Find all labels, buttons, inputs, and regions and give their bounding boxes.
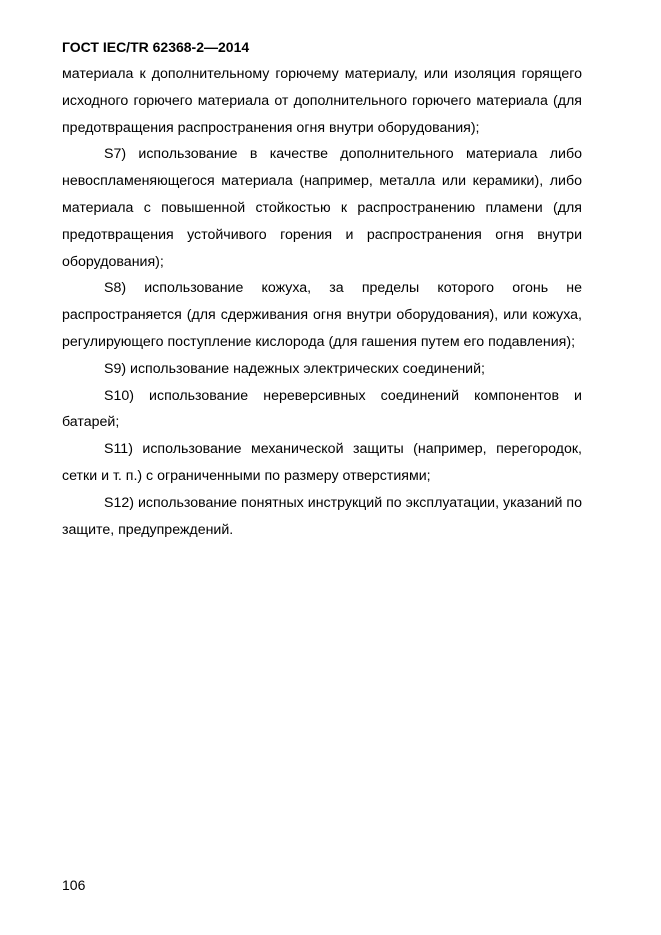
paragraph-s12: S12) использование понятных инструкций по эксплуатации, указаний по защите, предупреждений. [62,494,582,538]
paragraph-s11: S11) использование механической защиты (например, перегородок, сетки и т. п.) с ограниченными по размеру отверстиями; [62,441,582,484]
document-header: ГОСТ IEC/TR 62368-2—2014 [62,39,250,55]
paragraph-continuation: материала к дополнительному горючему материалу, или изоляция горящего исходного горючего материала от дополнительного горючего материала (для предотвращения распространения огня внутри оборудования); [62,66,582,136]
document-body [62,61,582,543]
paragraph-s9: S9) использование надежных электрических соединений; [104,360,485,377]
paragraph-s10: S10) использование нереверсивных соединений компонентов и батарей; [62,387,582,431]
paragraph-s7: S7) использование в качестве дополнительного материала либо невоспламеняющегося материала (например, металла или керамики), либо материала с повышенной стойкостью к распространению пламени (для предотвращения устойчивого горения и распространения огня внутри оборудования); [62,146,582,270]
paragraph-s8: S8) использование кожуха, за пределы которого огонь не распространяется (для сдерживания огня внутри оборудования), или кожуха, регулирующего поступление кислорода (для гашения путем его подавления); [62,280,582,350]
page-number: 106 [62,877,86,893]
